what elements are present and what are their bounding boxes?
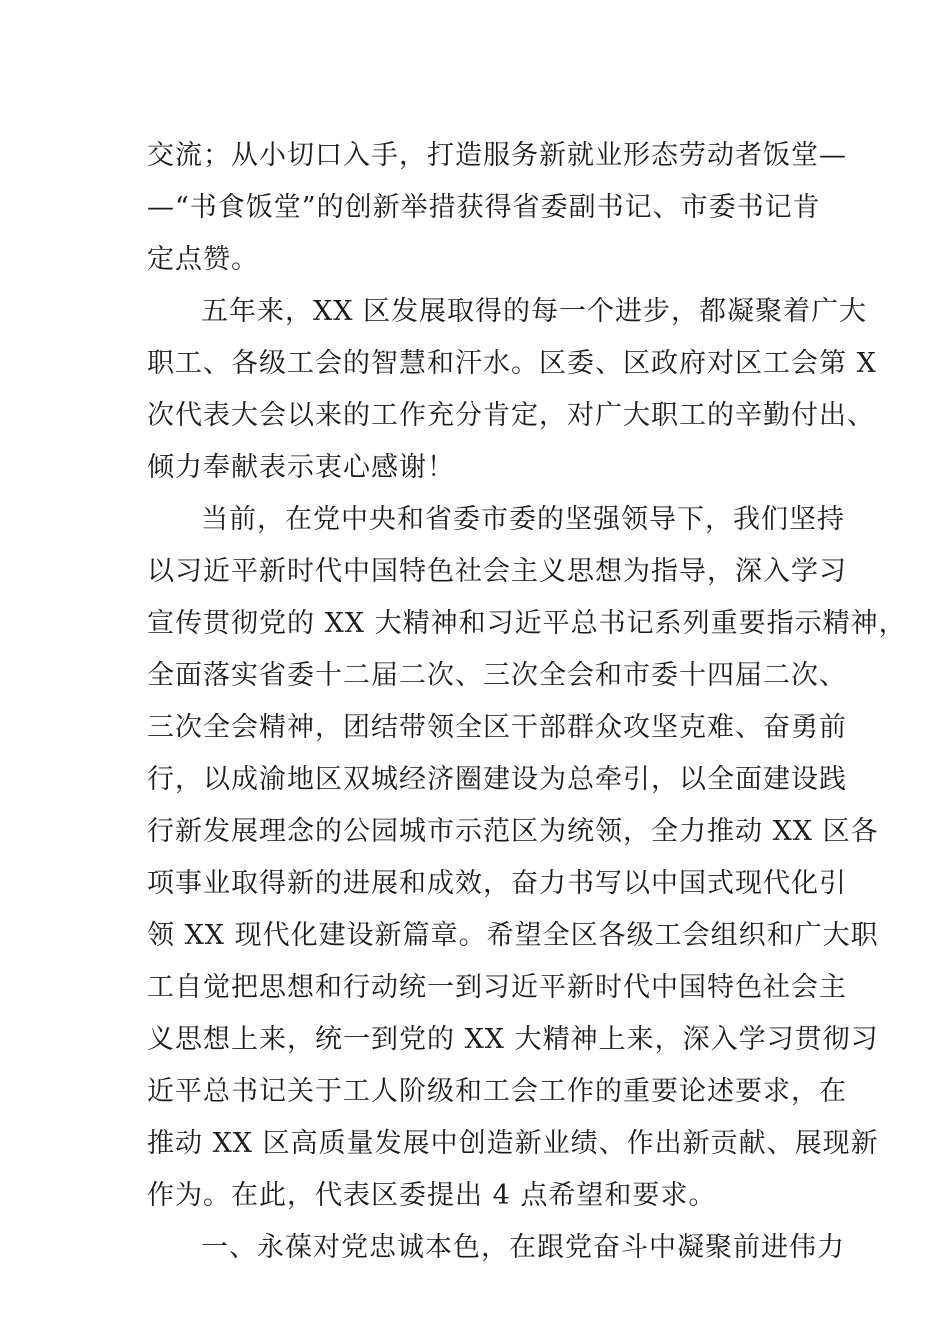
text-line: 次代表大会以来的工作充分肯定，对广大职工的辛勤付出、 xyxy=(147,400,875,431)
text-line: 五年来，XX 区发展取得的每一个进步，都凝聚着广大 xyxy=(201,296,868,327)
text-line: 交流；从小切口入手，打造服务新就业形态劳动者饭堂— xyxy=(147,140,847,171)
heading-line: 一、永葆对党忠诚本色，在跟党奋斗中凝聚前进伟力 xyxy=(201,1232,845,1263)
text-line: 以习近平新时代中国特色社会主义思想为指导，深入学习 xyxy=(147,556,847,587)
text-line: 职工、各级工会的智慧和汗水。区委、区政府对区工会第 X xyxy=(147,348,877,379)
text-line: 行新发展理念的公园城市示范区为统领，全力推动 XX 区各 xyxy=(147,816,879,847)
document-body xyxy=(147,130,907,1274)
text-line: 推动 XX 区高质量发展中创造新业绩、作出新贡献、展现新 xyxy=(147,1128,879,1159)
text-line: 领 XX 现代化建设新篇章。希望全区各级工会组织和广大职 xyxy=(147,920,879,951)
text-line: 工自觉把思想和行动统一到习近平新时代中国特色社会主 xyxy=(147,972,847,1003)
text-line: 宣传贯彻党的 XX 大精神和习近平总书记系列重要指示精神， xyxy=(147,608,907,639)
paragraph-continuation xyxy=(147,130,847,286)
text-line: 当前，在党中央和省委市委的坚强领导下，我们坚持 xyxy=(201,504,845,535)
text-line: 项事业取得新的进展和成效，奋力书写以中国式现代化引 xyxy=(147,868,847,899)
text-line: 三次全会精神，团结带领全区干部群众攻坚克难、奋勇前 xyxy=(147,712,847,743)
text-line: 近平总书记关于工人阶级和工会工作的重要论述要求，在 xyxy=(147,1076,847,1107)
paragraph-five-years xyxy=(147,286,877,494)
text-line: 行，以成渝地区双城经济圈建设为总牵引，以全面建设践 xyxy=(147,764,847,795)
text-line: —“书食饭堂”的创新举措获得省委副书记、市委书记肯 xyxy=(147,192,821,223)
text-line: 义思想上来，统一到党的 XX 大精神上来，深入学习贯彻习 xyxy=(147,1024,879,1055)
text-line: 作为。在此，代表区委提出 4 点希望和要求。 xyxy=(147,1180,717,1211)
text-line: 全面落实省委十二届二次、三次全会和市委十四届二次、 xyxy=(147,660,847,691)
paragraph-current xyxy=(147,494,907,1222)
section-heading-one xyxy=(147,1222,845,1274)
text-line: 倾力奉献表示衷心感谢！ xyxy=(147,452,455,483)
text-line: 定点赞。 xyxy=(147,244,259,275)
